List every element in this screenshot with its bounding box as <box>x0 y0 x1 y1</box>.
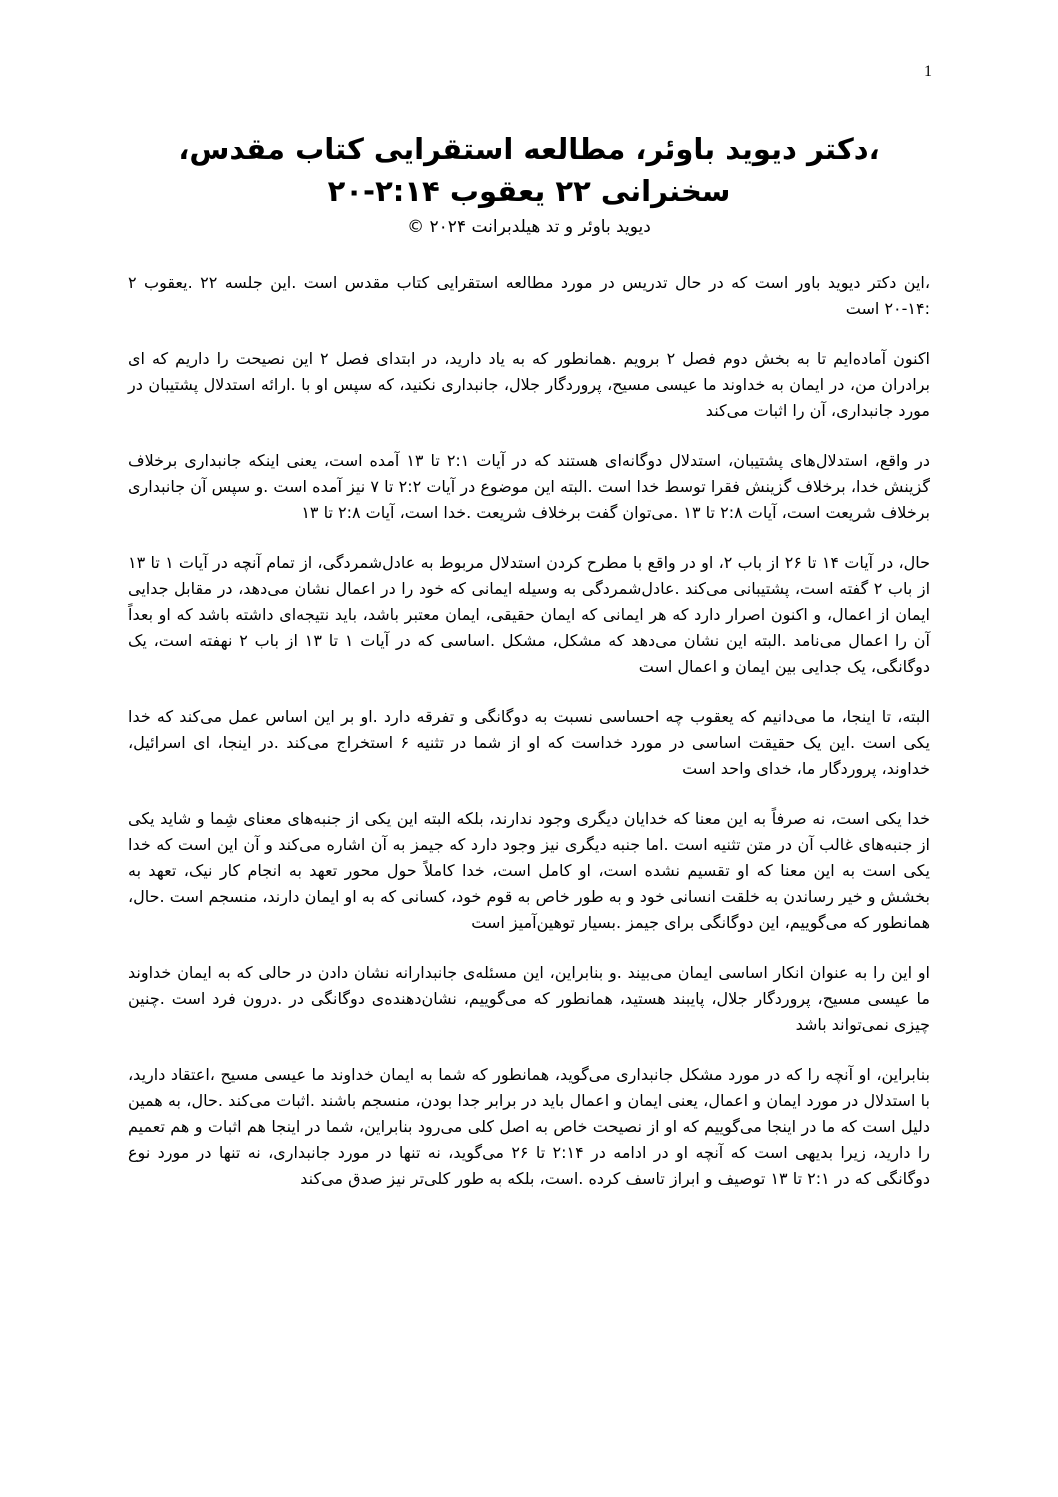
paragraph-7: او این را به عنوان انکار اساسی ایمان می‌بیند .و بنابراین، این مسئله‌ی جانبدارانه نشان دادن در حالی که به ایمان خداوند ما عیسی مسیح، پروردگار جلال، پایبند هستید، همانطور که می‌گوییم، نشان‌دهنده‌ی دوگانگی در .درون فرد است .چنین چیزی نمی‌تواند باشد <box>128 963 930 1034</box>
page-number: 1 <box>924 63 932 80</box>
copyright-line: دیوید باوئر و تد هیلدبرانت ۲۰۲۴ © <box>407 217 651 237</box>
paragraph-1: ،این دکتر دیوید باور است که در حال تدریس در مورد مطالعه استقرایی کتاب مقدس است .این جلسه ۲۲ .یعقوب ۲ :۱۴-۲۰ است <box>128 273 930 318</box>
title-block <box>118 128 940 240</box>
paragraph-8: بنابراین، او آنچه را که در مورد مشکل جانبداری می‌گوید، همانطور که شما به ایمان خداوند ما عیسی مسیح ،اعتقاد دارید، با استدلال در مورد ایمان و اعمال، یعنی ایمان و اعمال باید در برابر جدا بودن، منسجم باشند .اثبات می‌کند .حال، به همین دلیل است که ما در اینجا می‌گوییم که او از نصیحت خاص به اصل کلی می‌رود بنابراین، شما در اینجا هم اثبات و هم تعمیم را دارید، زیرا بدیهی است که آنچه او در ادامه در ۲:۱۴ تا ۲۶ می‌گوید، نه تنها در مورد جانبداری، نه تنها در مورد نوع دوگانگی که در ۲:۱ تا ۱۳ توصیف و ابراز تاسف کرده .است، بلکه به طور کلی‌تر نیز صدق می‌کند <box>128 1065 931 1188</box>
paragraph-4: حال، در آیات ۱۴ تا ۲۶ از باب ۲، او در واقع با مطرح کردن استدلال مربوط به عادل‌شمردگی، از تمام آنچه در آیات ۱ تا ۱۳ از باب ۲ گفته است، پشتیبانی می‌کند .عادل‌شمردگی به وسیله ایمانی که خود را در اعمال نشان می‌دهد، در مقابل جدایی ایمان از اعمال، و اکنون اصرار دارد که هر ایمانی که ایمان حقیقی، ایمان معتبر باشد، باید نتیجه‌ای داشته باشد که او بعداً آن را اعمال می‌نامد .البته این نشان می‌دهد که مشکل، مشکل .اساسی که در آیات ۱ تا ۱۳ از باب ۲ نهفته است، یک دوگانگی، یک جدایی بین ایمان و اعمال است <box>128 553 931 676</box>
paragraph-6: خدا یکی است، نه صرفاً به این معنا که خدایان دیگری وجود ندارند، بلکه البته این یکی از جنبه‌های معنای شِما و شاید یکی از جنبه‌های غالب آن در متن تثنیه است .اما جنبه دیگری نیز وجود دارد که جیمز به آن اشاره می‌کند و آن این است که خدا یکی است به این معنا که او تقسیم نشده است، او کامل است، خدا کاملاً حول محور تعهد به انجام کار نیک، تعهد به بخشش و خیر رساندن به خلقت انسانی خود و به طور خاص به قوم خود، کسانی که به او ایمان دارند، منسجم است .حال، همانطور که می‌گوییم، این دوگانگی برای جیمز .بسیار توهین‌آمیز است <box>128 809 930 932</box>
body-text <box>128 270 930 1216</box>
paragraph-5: البته، تا اینجا، ما می‌دانیم که یعقوب چه احساسی نسبت به دوگانگی و تفرقه دارد .او بر این اساس عمل می‌کند که خدا یکی است .این یک حقیقت اساسی در مورد خداست که او از شما در تثنیه ۶ استخراج می‌کند .در اینجا، ای اسرائیل، خداوند، پروردگار ما، خدای واحد است <box>128 707 931 778</box>
paragraph-3: در واقع، استدلال‌های پشتیبان، استدلال دوگانه‌ای هستند که در آیات ۲:۱ تا ۱۳ آمده است، یعنی اینکه جانبداری برخلاف گزینش خدا، برخلاف گزینش فقرا توسط خدا است .البته این موضوع در آیات ۲:۲ تا ۷ نیز آمده است .و سپس آن جانبداری برخلاف شریعت است، آیات ۲:۸ تا ۱۳ .می‌توان گفت برخلاف شریعت .خدا است، آیات ۲:۸ تا ۱۳ <box>128 451 931 522</box>
paragraph-2: اکنون آماده‌ایم تا به بخش دوم فصل ۲ برویم .همانطور که به یاد دارید، در ابتدای فصل ۲ این نصیحت را داریم که ای برادران من، در ایمان به خداوند ما عیسی مسیح، پروردگار جلال، جانبداری نکنید، که سپس او با .ارائه استدلال پشتیبان در مورد جانبداری، آن را اثبات می‌کند <box>128 349 931 420</box>
page-title: ،دکتر دیوید باوئر، مطالعه استقرایی کتاب مقدس، سخنرانی ۲۲ یعقوب ۲:۱۴-۲۰ <box>178 132 880 208</box>
